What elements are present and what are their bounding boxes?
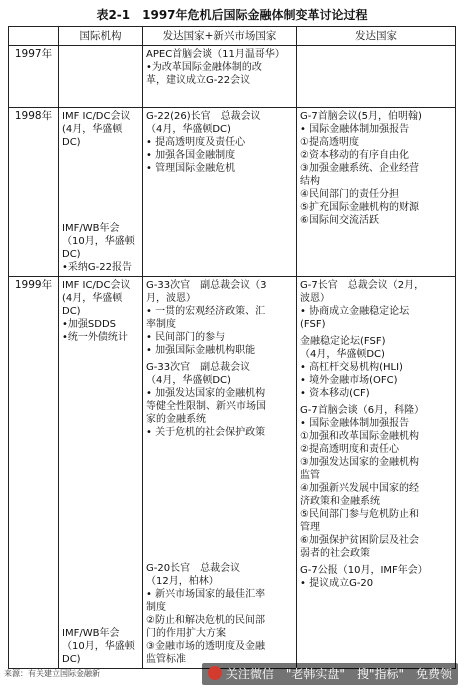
entry-line: （4月，华盛顿DC) [146,124,231,135]
source-note: 来源：有关建立国际金融新 [4,669,100,678]
entry-line: • 民间部门的参与 [146,332,226,343]
entry-block [62,627,135,666]
dev-cell [297,277,456,669]
bottom-entries [62,222,135,274]
entry-line: • 提高透明度及责任心 [146,137,246,148]
entry-line: 波恩） [300,293,330,304]
header-intl: 国际机构 [59,27,143,46]
entry-line: G-20长官 总裁会议 [146,563,241,574]
entry-line: G-7首脑会议(5月，伯明翰) [300,111,422,122]
year-cell: 1997年 [9,46,59,108]
entry-line: （10月，华盛顿 [62,641,135,652]
entry-line: ④加强新兴发展中国家的经 [300,483,419,494]
entry-line: ②防止和解决危机的民间部 [146,615,265,626]
watermark-logo-icon [208,666,222,680]
entry-block [300,404,452,560]
header-year [9,27,59,46]
entry-line: ④民间部门的责任分担 [300,189,399,200]
year-cell: 1998年 [9,108,59,277]
entry-line: • 国际金融体制加强报告 [300,124,410,135]
entry-line: 管理 [300,522,320,533]
entry-line: ⑥国际间交流活跃 [300,215,379,226]
entry-line: G-33次官 副总裁会议 [146,362,251,373]
watermark-text: 关注微信 "老韩实盘" 搜"指标" 免费领 [225,667,452,681]
entry-line: 月，波恩） [146,293,196,304]
entry-line: 监管标准 [146,654,186,665]
header-mixed: 发达国家+新兴市场国家 [143,27,297,46]
entry-line: ⑤民间部门参与危机防止和 [300,509,419,520]
entry-line: （4月，华盛顿DC) [300,349,385,360]
entry-line: • 新兴市场国家的最佳汇率 [146,589,266,600]
entry-line: • 协商成立金融稳定论坛 [300,306,410,317]
table-title: 表2-1 1997年危机后国际金融体制变革讨论过程 [96,8,368,22]
entry-line: •采纳G-22报告 [62,262,132,273]
entry-line: DC) [62,654,81,665]
entry-line: ②资本移动的有序自由化 [300,150,409,161]
entry-line: (FSF) [300,319,326,330]
header-row [9,27,456,46]
intl-cell [59,277,143,669]
entry-line: • 提议成立G-20 [300,578,374,589]
entry-line: G-22(26)长官 总裁会议 [146,111,261,122]
watermark-banner [202,663,458,685]
dev-cell [297,108,456,277]
entry-line: IMF IC/DC会议 [62,111,131,122]
row-1997 [9,46,456,108]
bottom-entries [146,562,265,666]
entry-line: IMF IC/DC会议 [62,280,131,291]
entry-line: • 加强国际金融机构职能 [146,345,256,356]
entry-line: •为改革国际金融体制的改 [146,62,262,73]
entry-line: G-7长官 总裁会议（2月， [300,280,425,291]
entry-line: • 加强各国金融制度 [146,150,236,161]
entry-block [146,361,293,439]
entry-block [146,279,293,357]
entry-line: 革，建议成立G-22会议 [146,75,251,86]
entry-line: (4月，华盛顿DC) [62,293,123,317]
entry-line: 监管 [300,470,320,481]
intl-cell [59,46,143,108]
entry-line: G-7公报（10月，IMF年会） [300,565,428,576]
entry-block [62,222,135,274]
intl-cell [59,108,143,277]
entry-line: ①加强和改革国际金融机构 [300,431,419,442]
entry-block [62,110,139,149]
entry-line: ②提高透明度和责任心 [300,444,399,455]
entry-line: 金融稳定论坛(FSF) [300,336,386,347]
entry-line: （12月，柏林） [146,576,219,587]
entry-line: IMF/WB年会 [62,223,120,234]
year-cell: 1999年 [9,277,59,669]
entry-line: DC) [62,249,81,260]
entry-line: • 管理国际金融危机 [146,163,236,174]
entry-block [300,279,452,331]
entry-line: ⑥加强保护贫困阶层及社会 [300,535,419,546]
entry-line: • 资本移动(CF) [300,388,370,399]
entry-line: ③金融市场的透明度及金融 [146,641,265,652]
entry-line: • 加强发达国家的金融机构 [146,388,266,399]
row-1999 [9,277,456,669]
entry-line: • 一贯的宏观经济政策、汇 [146,306,266,317]
entry-block [146,562,265,666]
entry-block [300,110,452,227]
entry-line: 结构 [300,176,320,187]
entry-block [300,564,452,590]
bottom-entries [62,627,135,666]
entry-line: • 国际金融体制加强报告 [300,418,410,429]
entry-line: 门的作用扩大方案 [146,628,226,639]
entry-line: 制度 [146,602,166,613]
entry-line: •统一外债统计 [62,332,128,343]
entry-line: 率制度 [146,319,176,330]
entry-line: G-33次官 副总裁会议（3 [146,280,267,291]
discussion-table [8,26,456,669]
entry-line: 弱者的社会政策 [300,548,370,559]
entry-block [300,335,452,400]
entry-line: 家的金融系统 [146,414,206,425]
mixed-cell [143,277,297,669]
entry-line: •加强SDDS [62,319,116,330]
entry-line: G-7首脑会谈（6月，科隆） [300,405,425,416]
entry-block [146,48,293,87]
header-dev: 发达国家 [297,27,456,46]
mixed-cell [143,108,297,277]
entry-line: （4月，华盛顿DC) [146,375,231,386]
entry-line: (4月，华盛顿DC) [62,124,123,148]
entry-line: 济政策和金融系统 [300,496,380,507]
mixed-cell [143,46,297,108]
entry-block [62,279,139,344]
entry-line: 等健全性限制、新兴市场国 [146,401,266,412]
dev-cell [297,46,456,108]
entry-block [146,110,293,175]
entry-line: ①提高透明度 [300,137,359,148]
entry-line: • 境外金融市场(OFC) [300,375,398,386]
entry-line: • 高杠杆交易机构(HLI) [300,362,403,373]
entry-line: （10月，华盛顿 [62,236,135,247]
entry-line: ③加强发达国家的金融机构 [300,457,419,468]
entry-line: • 关于危机的社会保护政策 [146,427,266,438]
entry-line: IMF/WB年会 [62,628,120,639]
row-1998 [9,108,456,277]
entry-line: APEC首脑会谈（11月温哥华） [146,49,285,60]
entry-line: ⑤扩充国际金融机构的财源 [300,202,419,213]
entry-line: ③加强金融系统、企业经营 [300,163,419,174]
